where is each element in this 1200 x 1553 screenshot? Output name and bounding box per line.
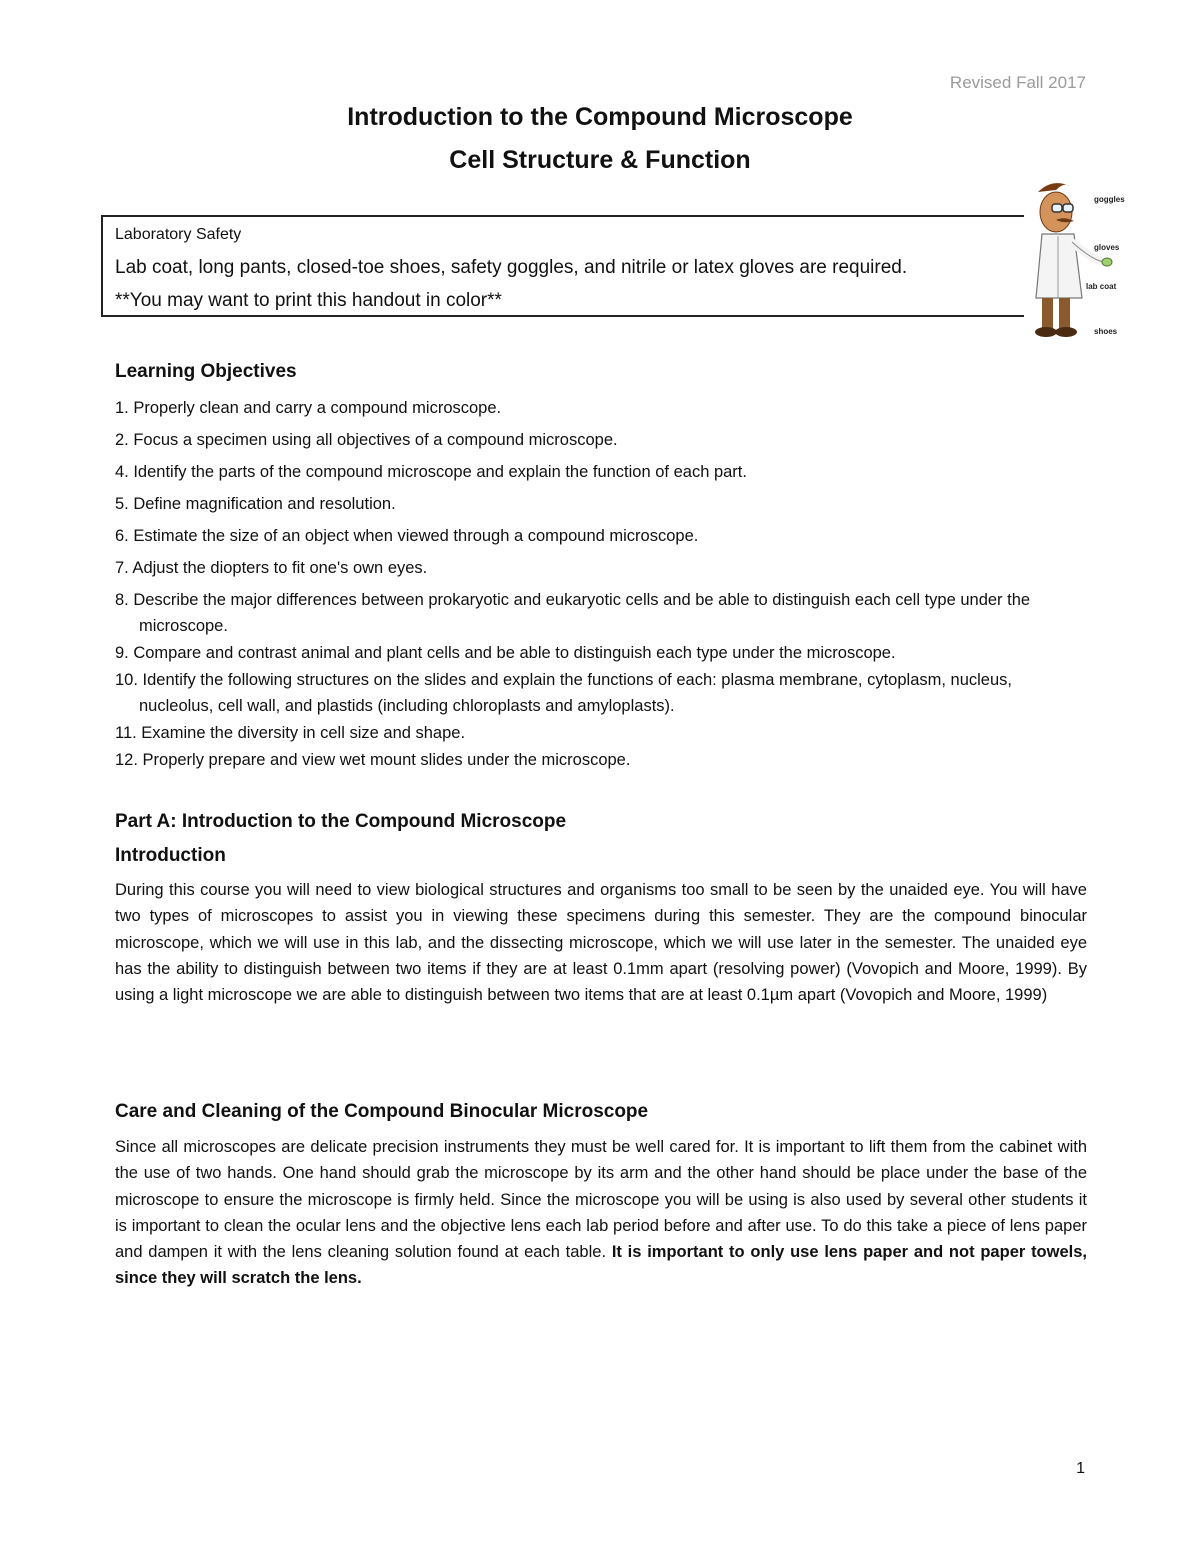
page-title: Introduction to the Compound Microscope xyxy=(347,103,853,131)
care-warning: It is important to only use lens paper and not paper towels, since they will scratch the lens. xyxy=(115,1243,1087,1288)
list-item: 6. Estimate the size of an object when viewed through a compound microscope. xyxy=(115,527,699,545)
objectives-list xyxy=(115,395,1075,774)
list-item: 8. Describe the major differences between prokaryotic and eukaryotic cells and be able to distinguish each cell type under the microscope. xyxy=(115,591,1031,635)
care-paragraph xyxy=(115,1134,1087,1292)
label-lab-coat: lab coat xyxy=(1086,282,1117,291)
list-item: 7. Adjust the diopters to fit one's own eyes. xyxy=(115,559,428,577)
part-a-heading: Part A: Introduction to the Compound Microscope xyxy=(115,811,567,832)
page-subtitle: Cell Structure & Function xyxy=(449,146,751,174)
label-goggles: goggles xyxy=(1094,195,1125,204)
lab-safety-figure-illustration xyxy=(1030,180,1130,342)
introduction-heading: Introduction xyxy=(115,845,226,866)
print-note: **You may want to print this handout in color** xyxy=(115,290,502,311)
revised-date: Revised Fall 2017 xyxy=(949,73,1086,92)
list-item: 4. Identify the parts of the compound microscope and explain the function of each part. xyxy=(115,463,747,481)
list-item: 5. Define magnification and resolution. xyxy=(115,495,396,513)
list-item: 12. Properly prepare and view wet mount slides under the microscope. xyxy=(115,751,631,769)
page-number: 1 xyxy=(1076,1460,1085,1477)
safety-heading: Laboratory Safety xyxy=(115,226,242,243)
care-text: Since all microscopes are delicate precision instruments they must be well cared for. It is important to lift them from the cabinet with the use of two hands. One hand should grab the microscope by its arm and the other hand should be place under the base of the microscope to ensure the microscope is firmly held. Since the microscope you will be using is also used by several other students it is important to clean the ocular lens and the objective lens each lab period before and after use. To do this take a piece of lens paper and dampen it with the lens cleaning solution found at each table. xyxy=(115,1138,1087,1262)
list-item: 11. Examine the diversity in cell size and shape. xyxy=(115,724,466,742)
introduction-paragraph: During this course you will need to view biological structures and organisms too small to be seen by the unaided eye. You will have two types of microscopes to assist you in viewing these specimens during this semester. They are the compound binocular microscope, which we will use in this lab, and the dissecting microscope, which we will use later in the semester. The unaided eye has the ability to distinguish between two items if they are at least 0.1mm apart (resolving power) (Vovopich and Moore, 1999). By using a light microscope we are able to distinguish between two items that are at least 0.1µm apart (Vovopich and Moore, 1999) xyxy=(115,881,1087,1005)
care-heading: Care and Cleaning of the Compound Binocular Microscope xyxy=(115,1101,649,1122)
label-shoes: shoes xyxy=(1094,327,1118,336)
list-item: 2. Focus a specimen using all objectives of a compound microscope. xyxy=(115,431,618,449)
list-item: 10. Identify the following structures on the slides and explain the functions of each: plasma membrane, cytoplasm, nucleus, nucleolus, cell wall, and plastids (including chloroplasts and amyloplasts). xyxy=(115,671,1012,715)
list-item: 9. Compare and contrast animal and plant cells and be able to distinguish each type under the microscope. xyxy=(115,644,896,662)
safety-requirements: Lab coat, long pants, closed-toe shoes, safety goggles, and nitrile or latex gloves are required. xyxy=(115,257,908,278)
label-gloves: gloves xyxy=(1094,243,1120,252)
objectives-heading: Learning Objectives xyxy=(115,361,297,382)
list-item: 1. Properly clean and carry a compound microscope. xyxy=(115,399,502,417)
safety-box xyxy=(101,215,1024,317)
